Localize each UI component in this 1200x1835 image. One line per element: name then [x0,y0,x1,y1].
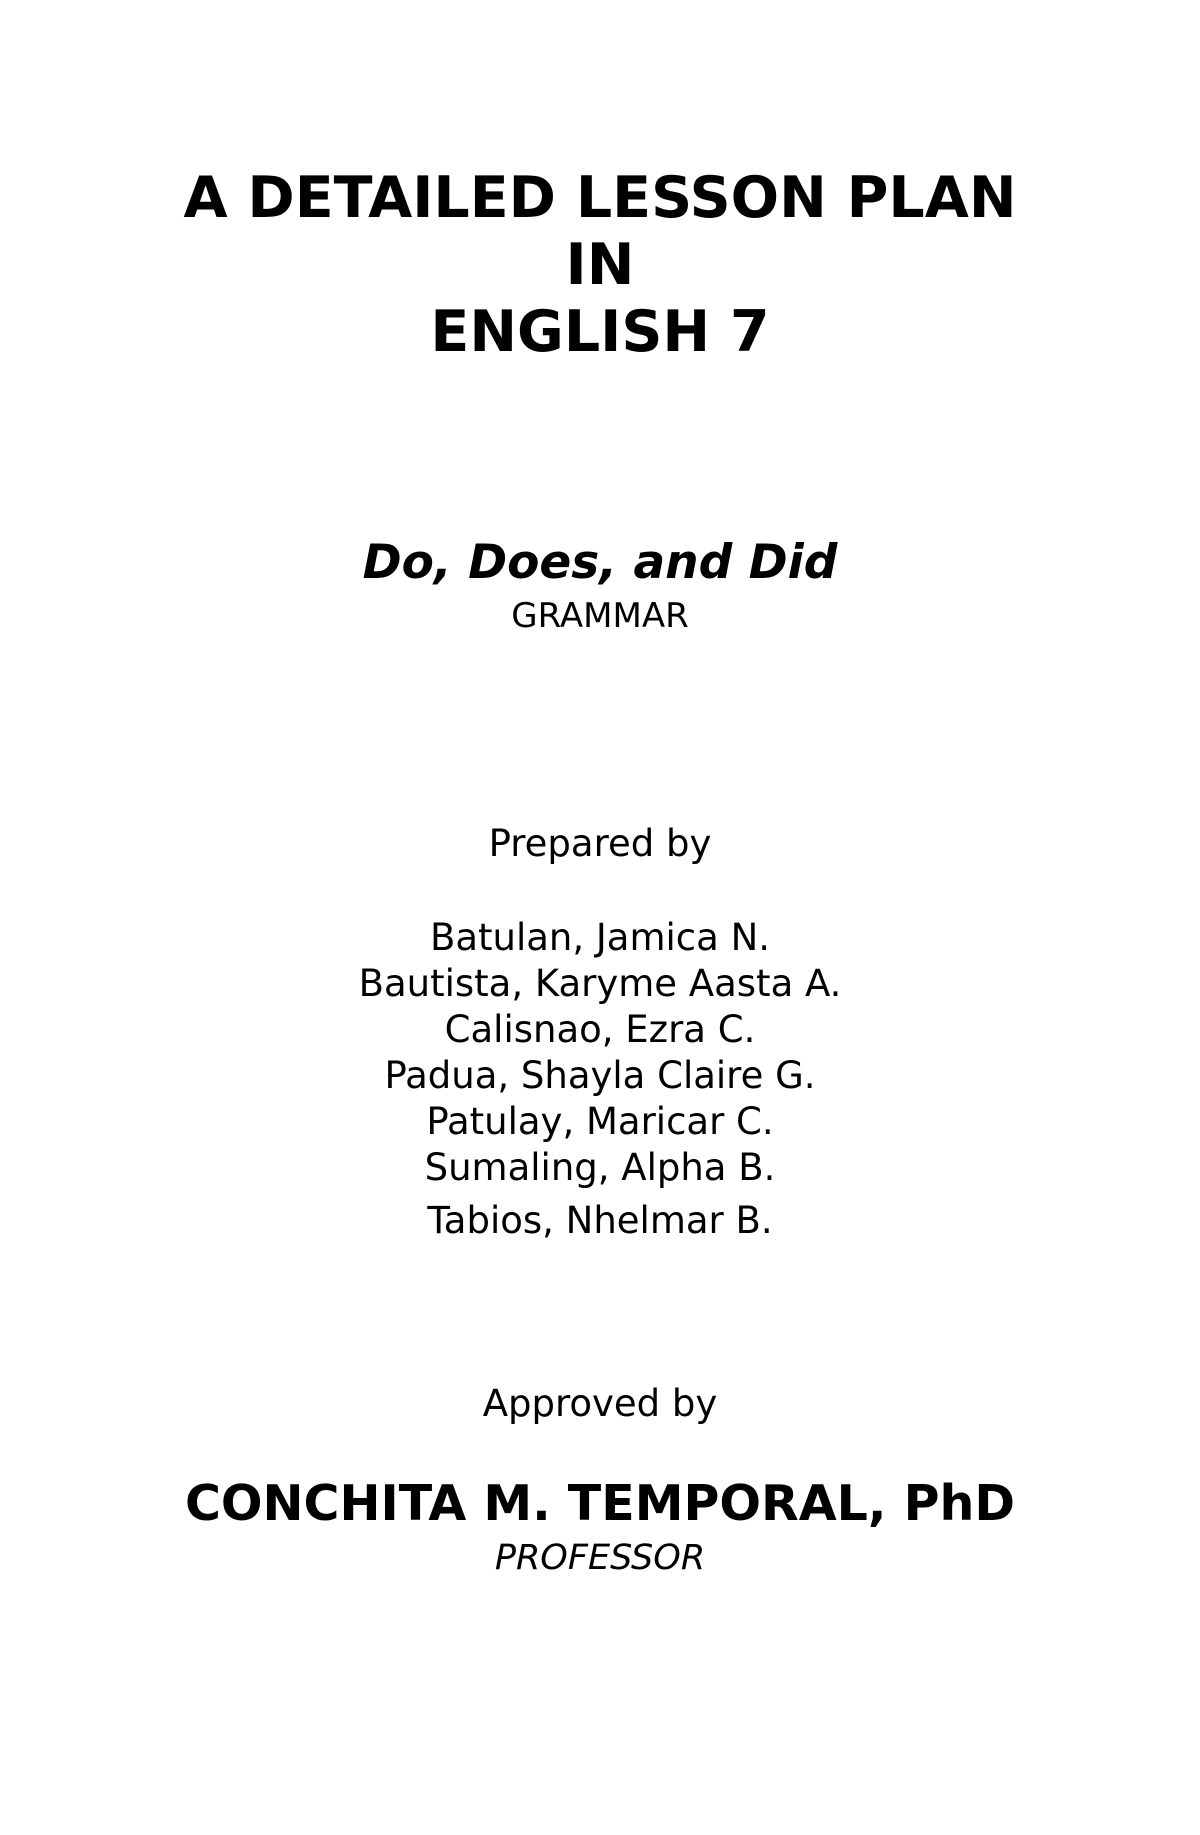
lesson-subject: GRAMMAR [511,596,689,636]
prepared-by-label: Prepared by [488,822,712,865]
title-line-3: ENGLISH 7 [430,299,770,365]
author-name: Calisnao, Ezra C. [444,1008,756,1051]
title-line-1: A DETAILED LESSON PLAN [183,165,1017,231]
approver-position: PROFESSOR [494,1538,706,1578]
author-name: Sumaling, Alpha B. [424,1146,776,1189]
author-name: Tabios, Nhelmar B. [427,1199,773,1242]
lesson-topic: Do, Does, and Did [362,535,838,590]
author-list [0,915,1200,1244]
title-line-2: IN [565,232,635,298]
document-title [0,165,1200,366]
author-name: Patulay, Maricar C. [426,1100,774,1143]
approved-by-label: Approved by [482,1382,718,1425]
approver-name: CONCHITA M. TEMPORAL, PhD [184,1475,1016,1532]
author-name: Batulan, Jamica N. [429,916,771,959]
author-name: Bautista, Karyme Aasta A. [358,962,842,1005]
author-name: Padua, Shayla Claire G. [384,1054,816,1097]
